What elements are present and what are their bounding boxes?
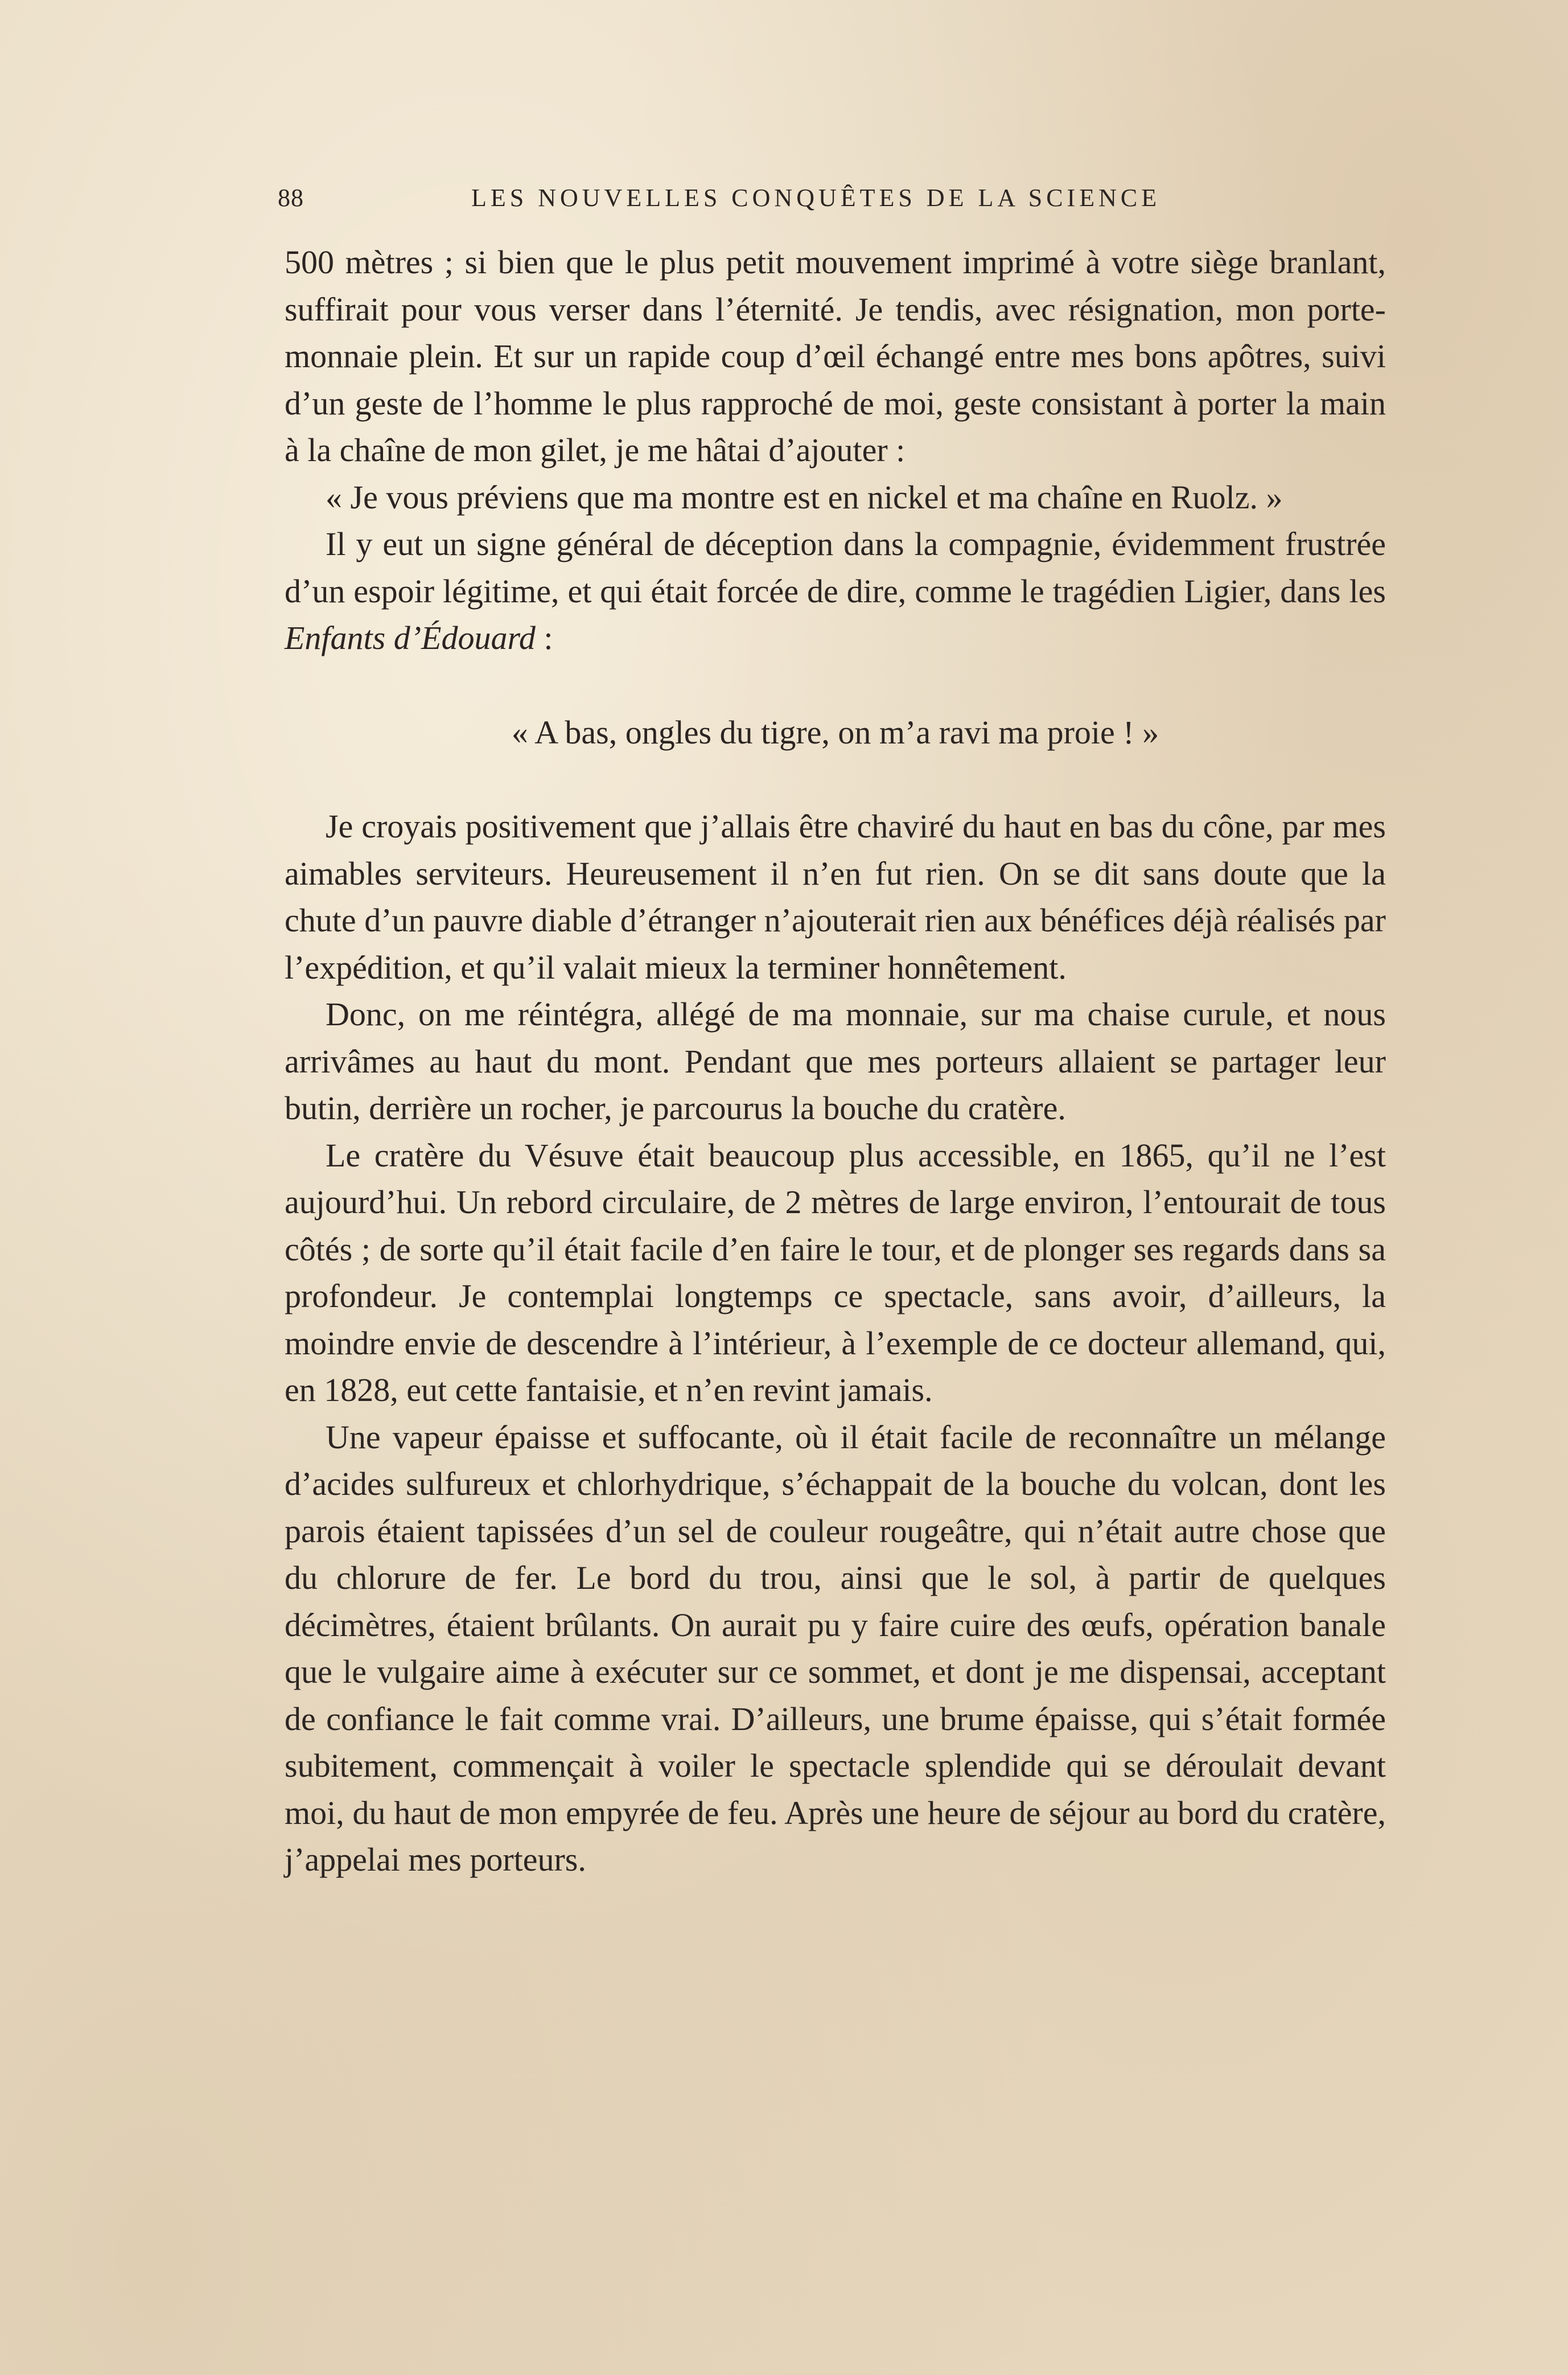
paragraph-reintegra: Donc, on me réintégra, allégé de ma monnaie, sur ma chaise curule, et nous arrivâmes au haut du mont. Pendant que mes porteurs allaient se partager leur butin, derrière un rocher, je parcourus la bouche du cratère. bbox=[285, 996, 1386, 1127]
verse-quote: « A bas, ongles du tigre, on m’a ravi ma proie ! » bbox=[511, 713, 1159, 751]
page-number: 88 bbox=[278, 184, 304, 212]
running-title: LES NOUVELLES CONQUÊTES DE LA SCIENCE bbox=[471, 184, 1161, 212]
paragraph-continuation: 500 mètres ; si bien que le plus petit mouvement imprimé à votre siège branlant, suffirait pour vous verser dans l’éternité. Je tendis, avec résignation, mon porte-monnaie plein. Et sur un rapide coup d’œil échangé entre mes bons apôtres, suivi d’un geste de l’homme le plus rapproché de moi, geste consistant à porter la main à la chaîne de mon gilet, je me hâtai d’ajouter : bbox=[285, 244, 1386, 469]
paragraph-cratere: Le cratère du Vésuve était beaucoup plus accessible, en 1865, qu’il ne l’est aujourd’hui. Un rebord circulaire, de 2 mètres de large environ, l’entourait de tous côtés ; de sorte qu’il était facile d’en faire le tour, et de plonger ses regards dans sa profondeur. Je contemplai longtemps ce spectacle, sans avoir, d’ailleurs, la moindre envie de descendre à l’intérieur, à l’exemple de ce docteur allemand, qui, en 1828, eut cette fantaisie, et n’en revint jamais. bbox=[285, 1136, 1386, 1408]
paragraph-vapeur: Une vapeur épaisse et suffocante, où il était facile de reconnaître un mélange d’acides sulfureux et chlorhydrique, s’échappait de la bouche du volcan, dont les parois étaient tapissées d’un sel de couleur rougeâtre, qui n’était autre chose que du chlorure de fer. Le bord du trou, ainsi que le sol, à partir de quelques décimètres, étaient brûlants. On aurait pu y faire cuire des œufs, opération banale que le vulgaire aime à exécuter sur ce sommet, et dont je me dispensai, acceptant de confiance le fait comme vrai. D’ailleurs, une brume épaisse, qui s’était formée subitement, commençait à voiler le spectacle splendide qui se déroulait devant moi, du haut de mon empyrée de feu. Après une heure de séjour au bord du cratère, j’appelai mes porteurs. bbox=[285, 1418, 1386, 1878]
body-text bbox=[285, 239, 1386, 1884]
play-title: Enfants d’Édouard bbox=[285, 619, 536, 656]
page-header bbox=[278, 183, 1166, 223]
paragraph-deception-lead: Il y eut un signe général de déception dans la compagnie, évidemment frustrée d’un espoir légitime, et qui était forcée de dire, comme le tragédien Ligier, dans les bbox=[285, 525, 1386, 610]
paragraph-quote: « Je vous préviens que ma montre est en nickel et ma chaîne en Ruolz. » bbox=[326, 478, 1283, 516]
paragraph-deception bbox=[285, 521, 1386, 662]
paragraph-chavire: Je croyais positivement que j’allais être chaviré du haut en bas du cône, par mes aimables serviteurs. Heureusement il n’en fut rien. On se dit sans doute que la chute d’un pauvre diable d’étranger n’ajouterait rien aux bénéfices déjà réalisés par l’expédition, et qu’il valait mieux la terminer honnêtement. bbox=[285, 808, 1386, 986]
paragraph-deception-tail: : bbox=[535, 619, 553, 656]
